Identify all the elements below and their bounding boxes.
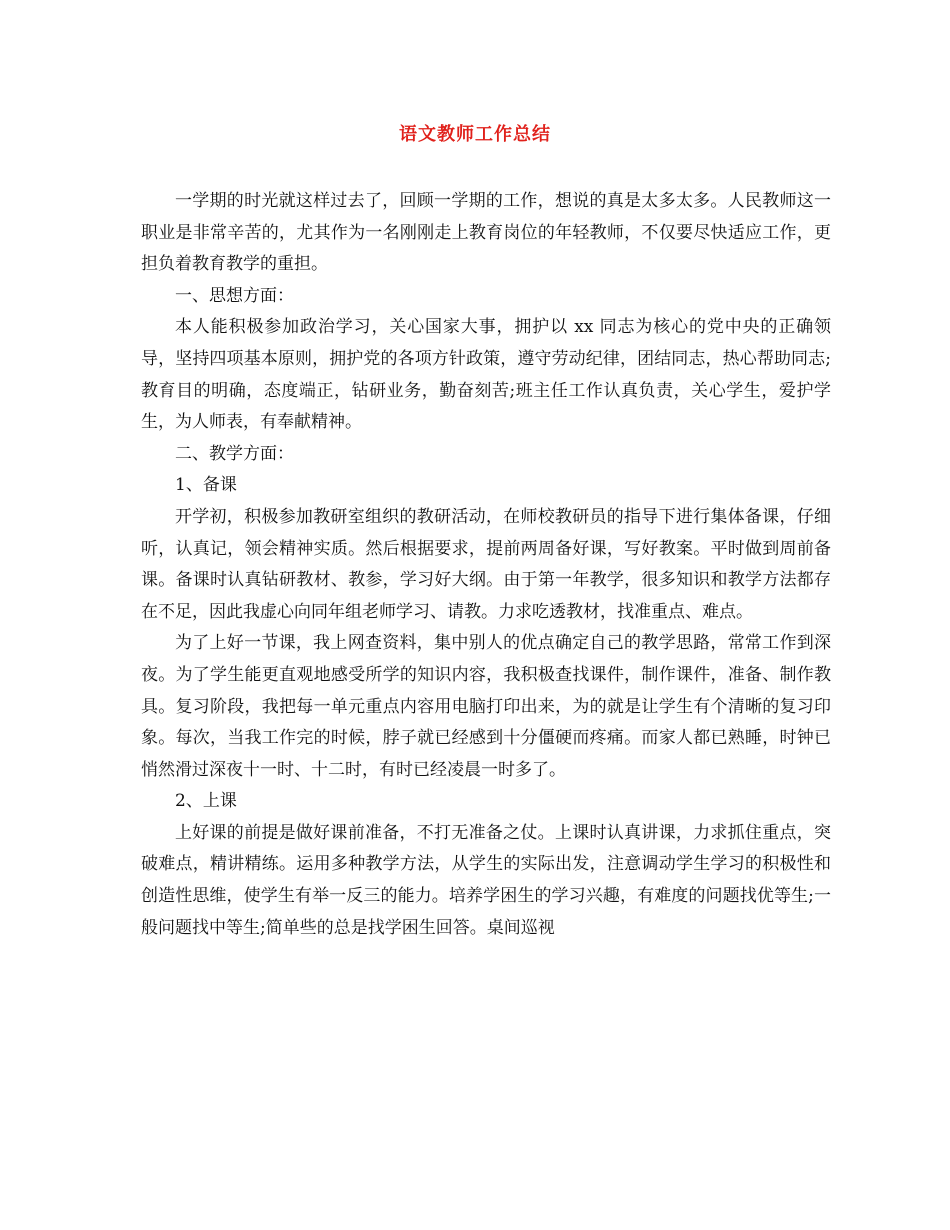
- paragraph-intro: 一学期的时光就这样过去了，回顾一学期的工作，想说的真是太多太多。人民教师这一职业是非常辛苦的，尤其作为一名刚刚走上教育岗位的年轻教师，不仅要尽快适应工作，更担负着教育教学的重担。: [141, 191, 831, 275]
- document-title: 语文教师工作总结: [399, 124, 551, 145]
- section-heading-ideology: 一、思想方面：: [175, 285, 294, 306]
- document-body: [141, 186, 831, 944]
- paragraph-lesson-prep: 开学初，积极参加教研室组织的教研活动，在师校教研员的指导下进行集体备课，仔细听，认真记，领会精神实质。然后根据要求，提前两周备好课，写好教案。平时做到周前备课。备课时认真钻研教材、教参，学习好大纲。由于第一年教学，很多知识和教学方法都存在不足，因此我虚心向同年组老师学习、请教。力求吃透教材，找准重点、难点。: [141, 506, 831, 622]
- paragraph-class: 上好课的前提是做好课前准备，不打无准备之仗。上课时认真讲课，力求抓住重点，突破难点，精讲精练。运用多种教学方法，从学生的实际出发，注意调动学生学习的积极性和创造性思维，使学生有举一反三的能力。培养学困生的学习兴趣，有难度的问题找优等生;一般问题找中等生;简单些的总是找学困生回答。桌间巡视: [141, 822, 831, 938]
- section-heading-teaching: 二、教学方面：: [175, 443, 294, 464]
- subheading-lesson-prep: 1、备课: [175, 475, 237, 496]
- paragraph-ideology: 本人能积极参加政治学习，关心国家大事，拥护以 xx 同志为核心的党中央的正确领导，坚持四项基本原则，拥护党的各项方针政策，遵守劳动纪律，团结同志，热心帮助同志;教育目的明确，态度端正，钻研业务，勤奋刻苦;班主任工作认真负责，关心学生，爱护学生，为人师表，有奉献精神。: [141, 317, 831, 433]
- subheading-class: 2、上课: [175, 791, 237, 812]
- paragraph-lesson-effort: 为了上好一节课，我上网查资料，集中别人的优点确定自己的教学思路，常常工作到深夜。为了学生能更直观地感受所学的知识内容，我积极查找课件，制作课件，准备、制作教具。复习阶段，我把每一单元重点内容用电脑打印出来，为的就是让学生有个清晰的复习印象。每次，当我工作完的时候，脖子就已经感到十分僵硬而疼痛。而家人都已熟睡，时钟已悄然滑过深夜十一时、十二时，有时已经凌晨一时多了。: [141, 633, 831, 780]
